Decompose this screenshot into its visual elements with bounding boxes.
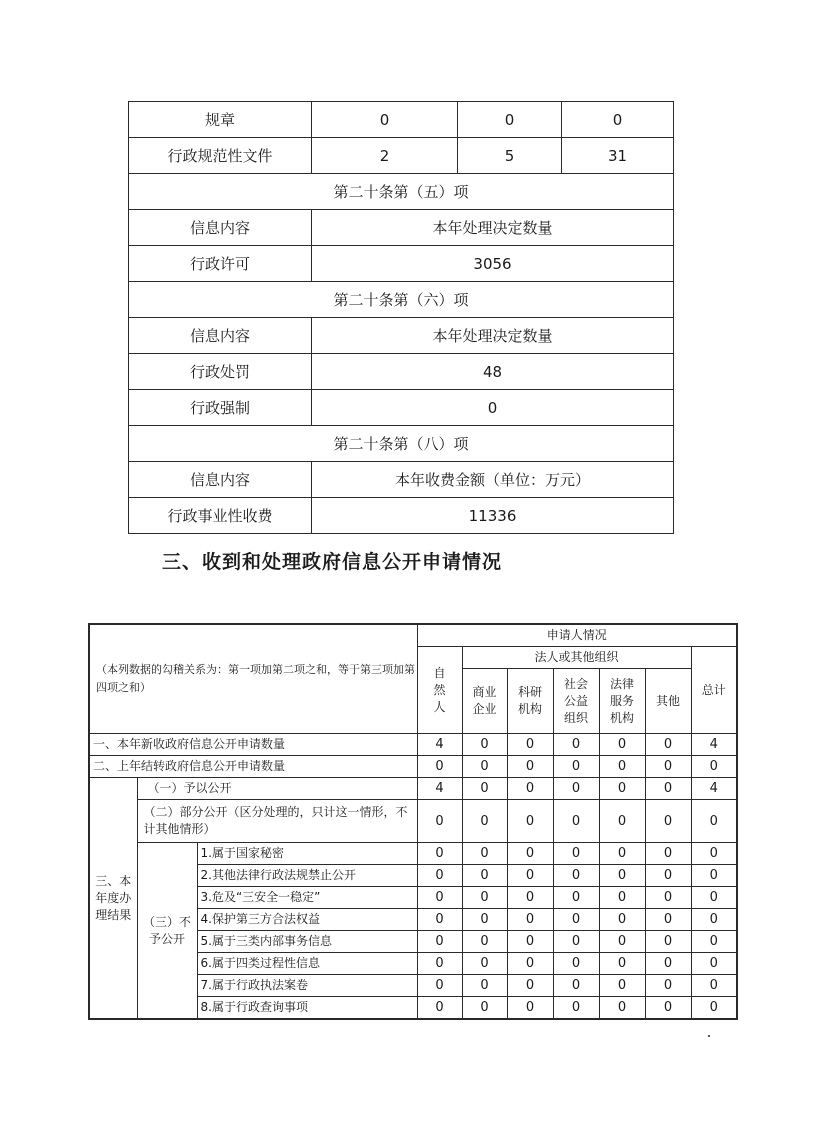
row-label: 4.保护第三方合法权益	[197, 909, 417, 931]
cell-value: 0	[507, 887, 553, 909]
table-row	[129, 102, 674, 138]
cell-value: 0	[553, 887, 599, 909]
cell-value: 0	[507, 975, 553, 997]
section-heading: 三、收到和处理政府信息公开申请情况	[162, 551, 503, 573]
row-label: 7.属于行政执法案卷	[197, 975, 417, 997]
header-value: 本年处理决定数量	[312, 210, 674, 246]
cell-value: 31	[562, 138, 674, 174]
header-row	[89, 624, 737, 647]
table-row	[89, 778, 737, 800]
cell-value: 0	[462, 887, 507, 909]
cell-value: 0	[691, 997, 737, 1020]
row-label: 行政处罚	[129, 354, 312, 390]
cell-value: 0	[553, 778, 599, 800]
col-legal-service: 法律服务机构	[599, 669, 645, 734]
cell-value: 0	[691, 931, 737, 953]
row-label: 1.属于国家秘密	[197, 843, 417, 865]
cell-value: 0	[645, 931, 691, 953]
row-label: 行政事业性收费	[129, 498, 312, 534]
header-label: 信息内容	[129, 318, 312, 354]
cell-value: 0	[553, 756, 599, 778]
section-title: 第二十条第（五）项	[129, 174, 674, 210]
cell-value: 0	[507, 931, 553, 953]
row-label: （一）予以公开	[137, 778, 417, 800]
cell-value: 0	[553, 865, 599, 887]
row-label: 规章	[129, 102, 312, 138]
col-natural-person: 自然人	[417, 647, 462, 734]
cell-value: 0	[417, 909, 462, 931]
cell-value: 0	[462, 931, 507, 953]
legal-entity-header: 法人或其他组织	[462, 647, 691, 669]
cell-value: 0	[417, 887, 462, 909]
col-research: 科研机构	[507, 669, 553, 734]
cell-value: 0	[417, 997, 462, 1020]
row-label: 5.属于三类内部事务信息	[197, 931, 417, 953]
cell-value: 0	[462, 975, 507, 997]
cell-value: 0	[462, 800, 507, 843]
cell-value: 0	[599, 909, 645, 931]
table-row	[129, 138, 674, 174]
cell-value: 0	[645, 975, 691, 997]
header-label: 信息内容	[129, 462, 312, 498]
cell-value: 0	[599, 997, 645, 1020]
cell-value: 0	[462, 843, 507, 865]
header-value: 本年收费金额（单位：万元）	[312, 462, 674, 498]
cell-value: 0	[417, 975, 462, 997]
cell-value: 0	[312, 390, 674, 426]
cell-value: 0	[507, 778, 553, 800]
cell-value: 0	[645, 756, 691, 778]
row-label: 行政许可	[129, 246, 312, 282]
cell-value: 0	[553, 953, 599, 975]
table-row	[89, 734, 737, 756]
section-title: 第二十条第（六）项	[129, 282, 674, 318]
cell-value: 0	[553, 734, 599, 756]
application-statistics-table	[88, 623, 738, 1020]
cell-value: 0	[645, 997, 691, 1020]
row-label: 二、上年结转政府信息公开申请数量	[89, 756, 417, 778]
cell-value: 0	[553, 975, 599, 997]
cell-value: 4	[417, 734, 462, 756]
cell-value: 0	[645, 778, 691, 800]
cell-value: 0	[462, 909, 507, 931]
applicant-header: 申请人情况	[417, 624, 737, 647]
cell-value: 0	[417, 865, 462, 887]
section-header-row	[129, 318, 674, 354]
row-label: 行政强制	[129, 390, 312, 426]
col-total: 总计	[691, 647, 737, 734]
cell-value: 0	[553, 931, 599, 953]
cell-value: 0	[417, 756, 462, 778]
cell-value: 0	[507, 909, 553, 931]
row-label: 8.属于行政查询事项	[197, 997, 417, 1020]
cell-value: 0	[462, 997, 507, 1020]
results-label: 三、本年度办理结果	[89, 778, 137, 1020]
cell-value: 0	[599, 800, 645, 843]
row-label: 6.属于四类过程性信息	[197, 953, 417, 975]
cell-value: 0	[507, 843, 553, 865]
cell-value: 0	[462, 865, 507, 887]
cell-value: 0	[553, 909, 599, 931]
cell-value: 0	[691, 975, 737, 997]
table-row	[89, 756, 737, 778]
cell-value: 0	[507, 756, 553, 778]
cell-value: 0	[417, 800, 462, 843]
cell-value: 0	[507, 865, 553, 887]
cell-value: 0	[645, 887, 691, 909]
row-label: 一、本年新收政府信息公开申请数量	[89, 734, 417, 756]
cell-value: 0	[645, 865, 691, 887]
section-header-row	[129, 462, 674, 498]
header-label: 信息内容	[129, 210, 312, 246]
section-title-row	[129, 426, 674, 462]
cell-value: 0	[462, 953, 507, 975]
cell-value: 0	[507, 800, 553, 843]
cell-value: 0	[599, 734, 645, 756]
cell-value: 0	[645, 843, 691, 865]
row-label: 2.其他法律行政法规禁止公开	[197, 865, 417, 887]
cell-value: 0	[645, 953, 691, 975]
cell-value: 4	[691, 778, 737, 800]
cell-value: 0	[599, 843, 645, 865]
cell-value: 0	[645, 909, 691, 931]
cell-value: 0	[691, 756, 737, 778]
not-open-label: （三）不予公开	[137, 843, 197, 1020]
cell-value: 48	[312, 354, 674, 390]
table-row	[129, 354, 674, 390]
section-title-row	[129, 174, 674, 210]
section-header-row	[129, 210, 674, 246]
scan-speck	[708, 1035, 710, 1037]
cell-value: 0	[507, 734, 553, 756]
cell-value: 3056	[312, 246, 674, 282]
reconciliation-note: （本列数据的勾稽关系为：第一项加第二项之和，等于第三项加第四项之和）	[89, 624, 417, 734]
cell-value: 0	[691, 909, 737, 931]
cell-value: 0	[417, 953, 462, 975]
col-public-welfare: 社会公益组织	[553, 669, 599, 734]
cell-value: 0	[417, 843, 462, 865]
table-row	[129, 246, 674, 282]
cell-value: 0	[462, 734, 507, 756]
cell-value: 0	[645, 800, 691, 843]
row-label: 行政规范性文件	[129, 138, 312, 174]
cell-value: 0	[417, 931, 462, 953]
cell-value: 5	[458, 138, 562, 174]
cell-value: 0	[562, 102, 674, 138]
cell-value: 0	[599, 975, 645, 997]
upper-statistics-table	[128, 101, 674, 534]
table-row	[129, 390, 674, 426]
cell-value: 0	[599, 865, 645, 887]
col-other: 其他	[645, 669, 691, 734]
cell-value: 0	[312, 102, 458, 138]
cell-value: 0	[691, 865, 737, 887]
cell-value: 0	[691, 953, 737, 975]
cell-value: 0	[691, 843, 737, 865]
cell-value: 0	[553, 800, 599, 843]
cell-value: 0	[599, 953, 645, 975]
cell-value: 0	[553, 843, 599, 865]
cell-value: 0	[691, 887, 737, 909]
cell-value: 0	[458, 102, 562, 138]
cell-value: 2	[312, 138, 458, 174]
cell-value: 0	[507, 997, 553, 1020]
cell-value: 11336	[312, 498, 674, 534]
cell-value: 4	[691, 734, 737, 756]
cell-value: 4	[417, 778, 462, 800]
cell-value: 0	[691, 800, 737, 843]
col-commercial: 商业企业	[462, 669, 507, 734]
cell-value: 0	[462, 756, 507, 778]
section-title-row	[129, 282, 674, 318]
header-value: 本年处理决定数量	[312, 318, 674, 354]
section-title: 第二十条第（八）项	[129, 426, 674, 462]
cell-value: 0	[599, 931, 645, 953]
cell-value: 0	[599, 756, 645, 778]
table-row	[89, 800, 737, 843]
cell-value: 0	[553, 997, 599, 1020]
cell-value: 0	[599, 778, 645, 800]
cell-value: 0	[645, 734, 691, 756]
row-label: （二）部分公开（区分处理的，只计这一情形，不计其他情形）	[137, 800, 417, 843]
table-row	[89, 843, 737, 865]
table-row	[129, 498, 674, 534]
cell-value: 0	[599, 887, 645, 909]
row-label: 3.危及“三安全一稳定”	[197, 887, 417, 909]
cell-value: 0	[507, 953, 553, 975]
cell-value: 0	[462, 778, 507, 800]
